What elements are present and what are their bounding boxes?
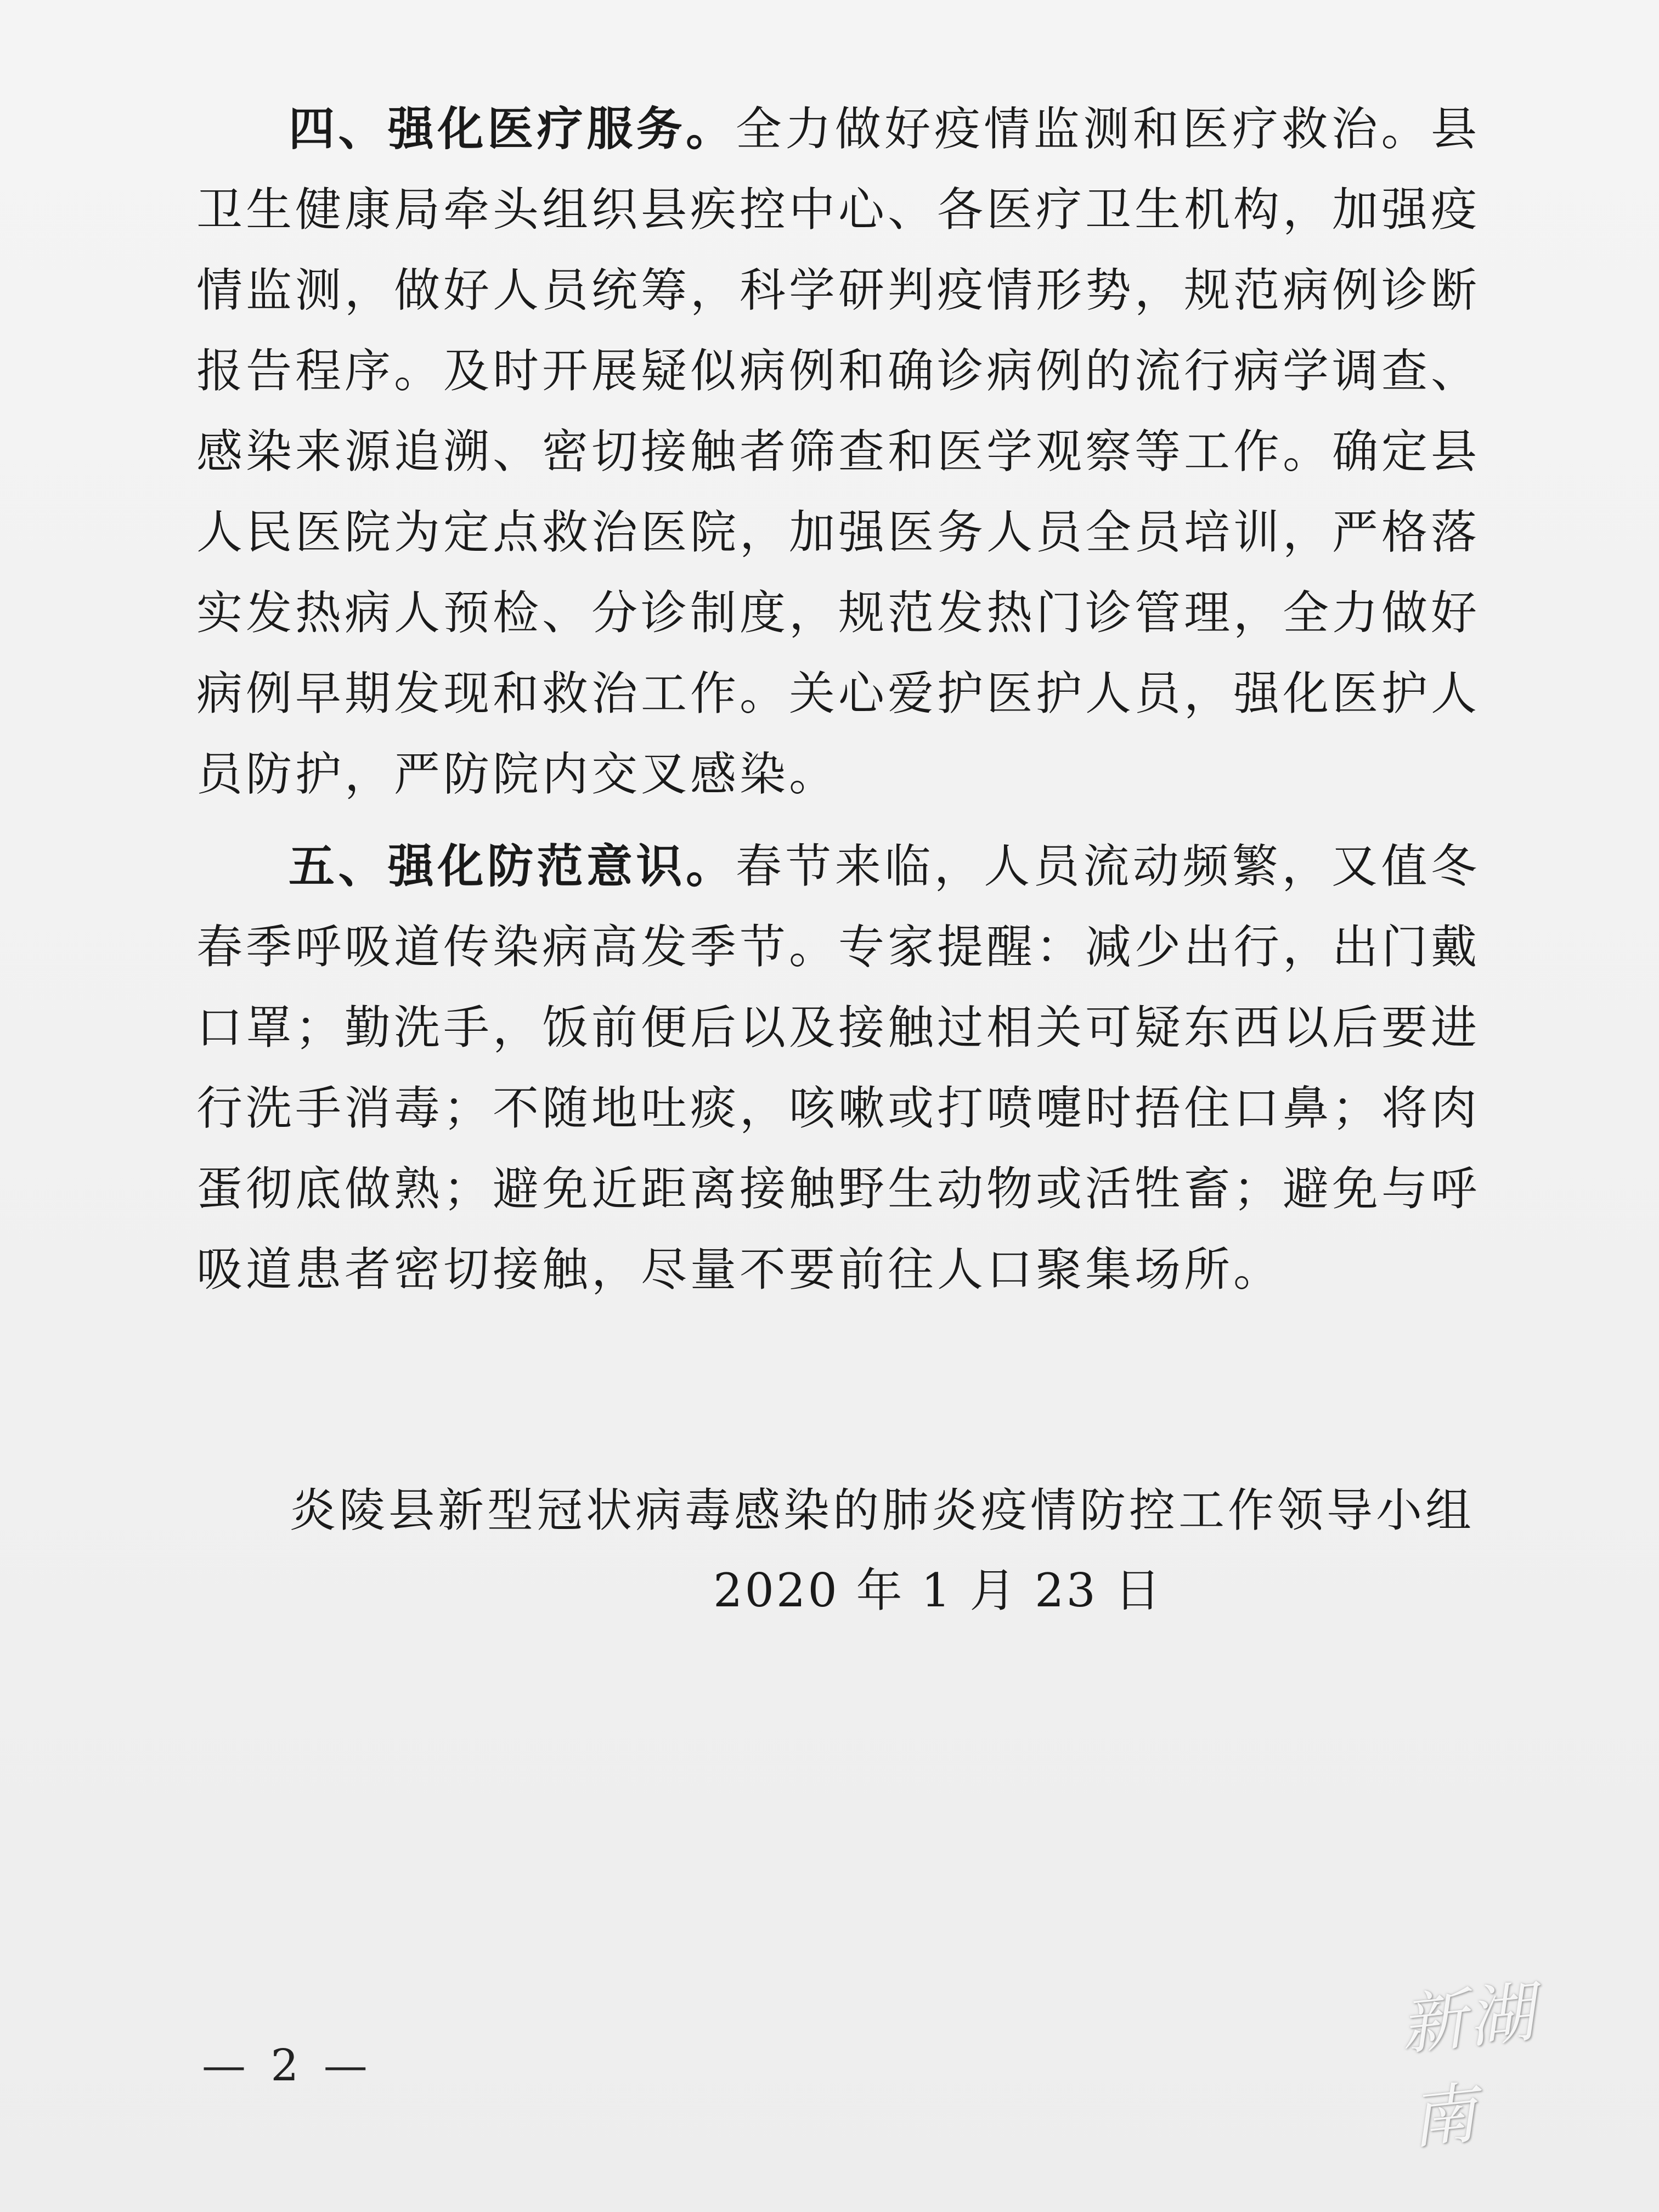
paragraph-section-5 [196, 826, 1480, 1310]
page-number: — 2 — [202, 2040, 373, 2091]
section-heading: 四、强化医疗服务。 [289, 102, 736, 156]
section-heading: 五、强化防范意识。 [289, 839, 736, 893]
watermark-logo: 新湖南 [1396, 1974, 1541, 2158]
paragraph-section-4 [196, 89, 1480, 815]
issue-date: 2020 年 1 月 23 日 [713, 1564, 1163, 1617]
section-body: 全力做好疫情监测和医疗救治。县卫生健康局牵头组织县疾控中心、各医疗卫生机构，加强疫情监测，做好人员统筹，科学研判疫情形势，规范病例诊断报告程序。及时开展疑似病例和确诊病例的流行病学调查、感染来源追溯、密切接触者筛查和医学观察等工作。确定县人民医院为定点救治医院，加强医务人员全员培训，严格落实发热病人预检、分诊制度，规范发热门诊管理，全力做好病例早期发现和救治工作。关心爱护医护人员，强化医护人员防护，严防院内交叉感染。 [196, 102, 1481, 801]
section-body: 春节来临，人员流动频繁，又值冬春季呼吸道传染病高发季节。专家提醒：减少出行，出门戴口罩；勤洗手，饭前便后以及接触过相关可疑东西以后要进行洗手消毒；不随地吐痰，咳嗽或打喷嚏时捂住口鼻；将肉蛋彻底做熟；避免近距离接触野生动物或活牲畜；避免与呼吸道患者密切接触，尽量不要前往人口聚集场所。 [196, 839, 1481, 1296]
paragraph [196, 826, 1480, 1310]
issuer-signature: 炎陵县新型冠状病毒感染的肺炎疫情防控工作领导小组 [289, 1483, 1475, 1537]
paragraph [196, 89, 1480, 815]
